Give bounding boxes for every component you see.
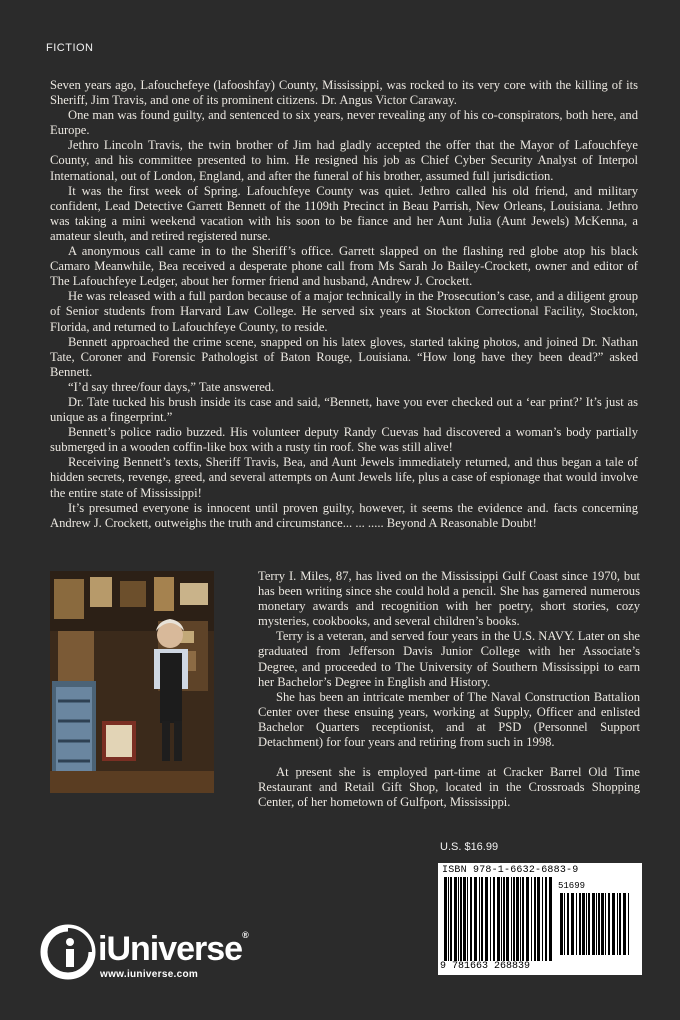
barcode-bar	[582, 893, 585, 955]
barcode-bar	[511, 877, 512, 961]
barcode-bar	[579, 893, 581, 955]
bio-paragraph: Terry I. Miles, 87, has lived on the Mississippi Gulf Coast since 1970, but has been writing since she could hold a pencil. She has garnered numerous monetary awards and recognition with her poetry, short stories, cozy mysteries, cookbooks, and several children’s books.	[258, 569, 640, 629]
isbn-barcode	[438, 863, 642, 975]
barcode-bar	[467, 877, 468, 961]
barcode-bar	[545, 877, 547, 961]
blurb-paragraph: Dr. Tate tucked his brush inside its case and said, “Bennett, have you ever checked out a ‘ear print?’ It’s just as unique as a fingerprint.”	[50, 394, 638, 425]
barcode-bar	[537, 877, 540, 961]
ean-bars	[442, 877, 554, 961]
barcode-bar	[628, 893, 629, 955]
barcode-bar	[617, 893, 618, 955]
barcode-bar	[479, 877, 480, 961]
barcode-bar	[497, 877, 500, 961]
barcode-bar	[586, 893, 587, 955]
barcode-bar	[608, 893, 610, 955]
blurb-paragraph: It was the first week of Spring. Lafouchfeye County was quiet. Jethro called his old friend, and military confident, Lead Detective Garrett Bennett of the 1109th Precinct in Beau Parrish, New Orleans, Louisiana. Jethro was taking a mini weekend vacation with his soon to be fiance and her Aunt Julia (Aunt Jewels) McKenna, a amateur sleuth, and retired registered nurse.	[50, 183, 638, 243]
barcode-bar	[493, 877, 495, 961]
barcode-bar	[526, 877, 529, 961]
blurb-paragraph: “I’d say three/four days,” Tate answered.	[68, 379, 275, 394]
barcode-bar	[481, 877, 483, 961]
barcode-bar	[560, 893, 563, 955]
barcode-bar	[454, 877, 457, 961]
addon-bars	[558, 893, 634, 955]
barcode-bar	[503, 877, 505, 961]
barcode-bar	[531, 877, 532, 961]
blurb-paragraph: He was released with a full pardon because of a major technically in the Prosecution’s case, and a diligent group of Senior students from Harvard Law College. He served six years at Stockton Correctional Facility, Stockton, Florida, and returned to Lafouchfeye County, to reside.	[50, 289, 638, 334]
blurb-paragraph: Bennett’s police radio buzzed. His volunteer deputy Randy Cuevas had discovered a woman’s body partially submerged in a wooden coffin-like box with a rusty tin roof. She was still alive!	[50, 425, 638, 455]
barcode-bar	[592, 893, 595, 955]
author-photo	[50, 571, 214, 793]
barcode-bar	[516, 877, 519, 961]
ean-digits: 9 781663 268839	[440, 961, 531, 972]
barcode-bar	[571, 893, 574, 955]
barcode-bar	[463, 877, 466, 961]
price-label: U.S. $16.99	[440, 841, 499, 853]
barcode-bar	[598, 893, 600, 955]
barcode-bar	[490, 877, 491, 961]
barcode-bar	[513, 877, 515, 961]
author-bio	[258, 569, 640, 810]
publisher-name: iUniverse®	[98, 930, 248, 968]
barcode-bar	[534, 877, 536, 961]
barcode-bar	[522, 877, 524, 961]
blurb-paragraph: Bennett approached the crime scene, snapped on his latex gloves, started taking photos, and joined Dr. Nathan Tate, Coroner and Forensic Pathologist of Baton Rouge, Louisiana. “How long have they been dead?” asked Bennett.	[50, 334, 638, 379]
publisher-logo	[40, 924, 280, 984]
barcode-bar	[450, 877, 452, 961]
barcode-bar	[474, 877, 477, 961]
isbn-number: ISBN 978-1-6632-6883-9	[442, 865, 579, 876]
blurb-paragraph: Jethro Lincoln Travis, the twin brother of Jim had gladly accepted the offer that the Mayor of Lafouchfeye County, and his committee presented to him. He resigned his job as Chief Cyber Security Analyst of Interpol International, out of London, England, and after the funeral of his brother, assumed full jurisdiction.	[50, 138, 638, 183]
barcode-bar	[506, 877, 509, 961]
barcode-bar	[444, 877, 447, 961]
publisher-url: www.iuniverse.com	[100, 969, 199, 980]
price-code: 51699	[558, 881, 586, 891]
blurb-paragraph: Receiving Bennett’s texts, Sheriff Travis, Bea, and Aunt Jewels immediately returned, and thus began a tale of hidden secrets, revenge, greed, and several attempts on Aunt Jewels life, plus a case of espionage that would involve the entire state of Mississippi!	[50, 455, 638, 500]
barcode-bar	[549, 877, 552, 961]
barcode-bar	[576, 893, 577, 955]
barcode-bar	[458, 877, 459, 961]
iuniverse-swirl-icon	[40, 924, 96, 980]
barcode-bar	[542, 877, 543, 961]
barcode-bar	[564, 893, 565, 955]
barcode-bar	[520, 877, 521, 961]
barcode-bar	[605, 893, 606, 955]
barcode-bar	[623, 893, 626, 955]
back-cover-blurb	[50, 78, 638, 531]
barcode-bar	[601, 893, 604, 955]
bio-paragraph: At present she is employed part-time at Cracker Barrel Old Time Restaurant and Retail Gift Shop, located in the Crossroads Shopping Center, of her hometown of Gulfport, Mississippi.	[258, 765, 640, 810]
barcode-bar	[588, 893, 590, 955]
genre-label: FICTION	[46, 42, 94, 54]
bio-paragraph: She has been an intricate member of The Naval Construction Battalion Center over these ensuing years, working at Supply, Officer and enlisted Bachelor Quarters receptionist, and at PSD (Personnel Support Detachment) for four years and retiring from such in 1998.	[258, 689, 640, 750]
bio-paragraph: Terry is a veteran, and served four years in the U.S. NAVY. Later on she graduated from Jefferson Davis Junior College with her Associate’s Degree, and proceeded to The University of Southern Mississippi to earn her Bachelor’s Degree in English and History.	[258, 629, 640, 689]
barcode-bar	[596, 893, 597, 955]
blurb-paragraph: It’s presumed everyone is innocent until proven guilty, however, it seems the evidence and. facts concerning Andrew J. Crockett, outweighs the truth and circumstance... ... ..... Beyond A Reasonable Doubt!	[50, 500, 638, 530]
barcode-bar	[612, 893, 615, 955]
blurb-paragraph: Seven years ago, Lafouchefeye (lafooshfay) County, Mississippi, was rocked to its very core with the killing of its Sheriff, Jim Travis, and one of its prominent citizens. Dr. Angus Victor Caraway.	[50, 78, 638, 108]
barcode-bar	[448, 877, 449, 961]
barcode-bar	[485, 877, 488, 961]
barcode-bar	[460, 877, 462, 961]
barcode-bar	[470, 877, 472, 961]
blurb-paragraph: A anonymous call came in to the Sheriff’s office. Garrett slapped on the flashing red globe atop his black Camaro Meanwhile, Bea received a desperate phone call from Ms Sarah Jo Bailey-Crockett, owner and editor of The Lafouchfeye Ledger, about her former friend and husband, Andrew J. Crockett.	[50, 244, 638, 289]
barcode-bar	[501, 877, 502, 961]
blurb-paragraph: One man was found guilty, and sentenced to six years, never revealing any of his co-conspirators, both here, and Europe.	[50, 108, 638, 138]
barcode-bar	[619, 893, 621, 955]
barcode-bar	[567, 893, 569, 955]
